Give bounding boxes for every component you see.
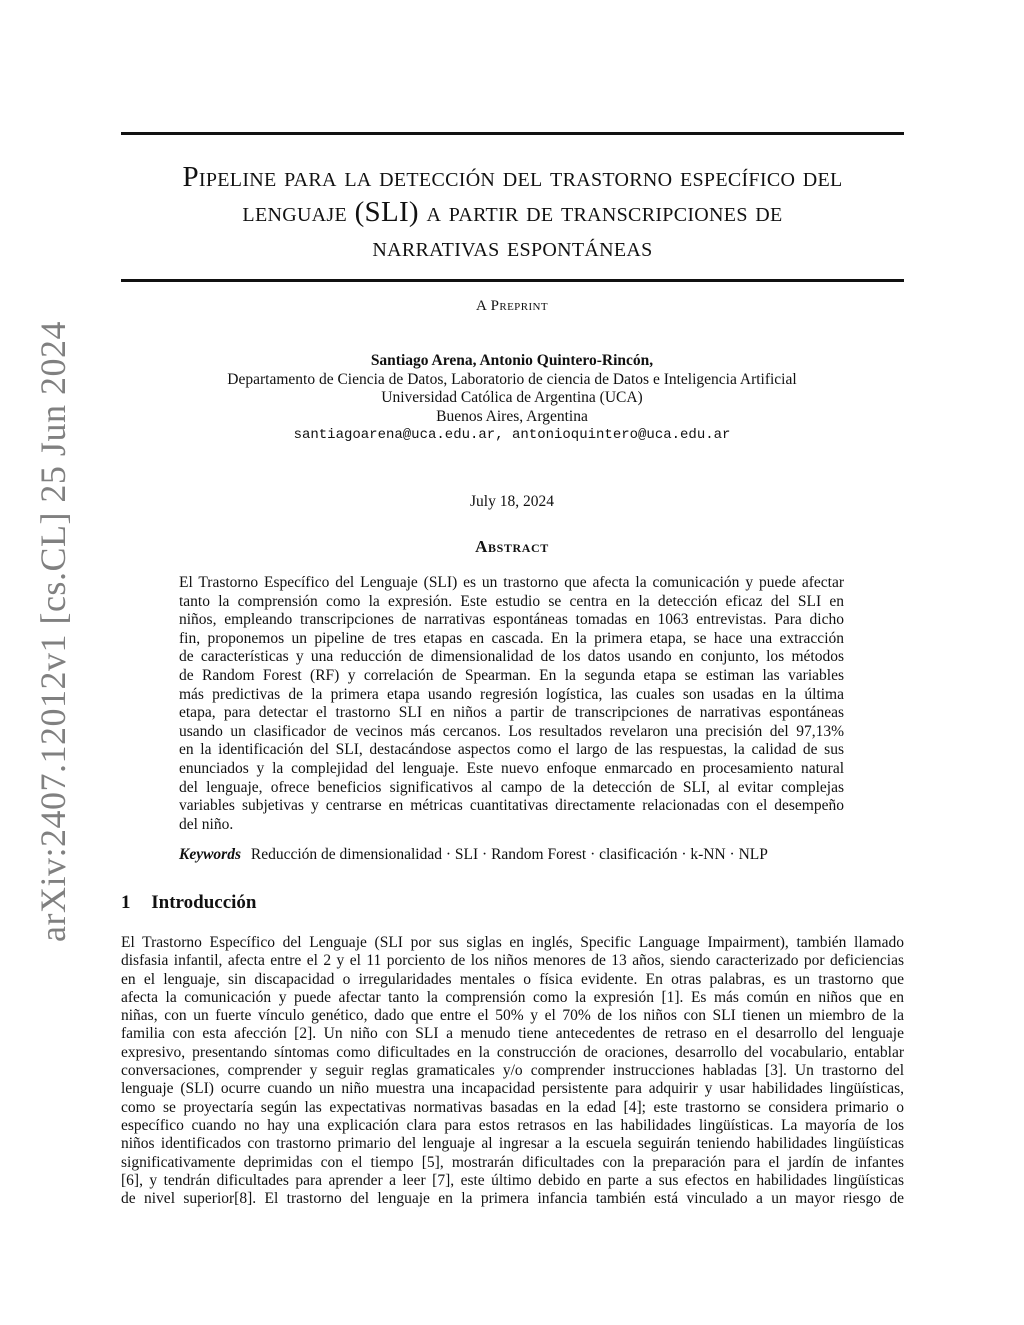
arxiv-stamp: arXiv:2407.12012v1 [cs.CL] 25 Jun 2024 <box>33 321 73 942</box>
abstract-heading: Abstract <box>475 537 549 556</box>
abstract-line: en la identificación del SLI, destacándose aspectos como el largo de las respuestas, la calidad de sus <box>179 741 844 759</box>
abstract-line: El Trastorno Específico del Lenguaje (SLI) es un trastorno que afecta la comunicación y puede afectar <box>179 574 844 591</box>
title-line: Pipeline para la detección del trastorno específico del <box>182 161 843 193</box>
title-line: lenguaje (SLI) a partir de transcripciones de <box>242 196 783 228</box>
abstract-line: niños, empleando transcripciones de narrativas espontáneas tomadas en 1063 entrevistas. Para dicho <box>179 611 844 629</box>
abstract-body <box>179 574 844 834</box>
author-names: Santiago Arena, Antonio Quintero-Rincón, <box>370 352 654 369</box>
author-emails: santiagoarena@uca.edu.ar, antonioquintero@uca.edu.ar <box>293 427 731 443</box>
body-line: [6], y tendrán dificultades para aprender a leer [7], este último debido en parte a sus efectos en habilidades lingüísticas <box>121 1171 904 1189</box>
keywords-text: Reducción de dimensionalidad · SLI · Random Forest · clasificación · k-NN · NLP <box>250 846 768 863</box>
author-location: Buenos Aires, Argentina <box>436 407 588 425</box>
author-university: Universidad Católica de Argentina (UCA) <box>381 389 643 406</box>
body-line: lenguaje (SLI) ocurre cuando un niño muestra una incapacidad persistente para adquirir y usar habilidades lingüísticas, <box>121 1080 904 1098</box>
abstract-line: tanto la comprensión como la expresión. Este estudio se centra en la detección eficaz del SLI en <box>179 592 844 610</box>
body-line: de nivel superior[8]. El trastorno del lenguaje en la primera infancia también está vinculado a un mayor riesgo de <box>121 1190 904 1208</box>
abstract-line: fin, proponemos un pipeline de tres etapas en cascada. En la primera etapa, se hace una extracción <box>179 629 844 647</box>
abstract-line: de características y una reducción de dimensionalidad de los datos usando en conjunto, los métodos <box>179 648 844 666</box>
title-line: narrativas espontáneas <box>372 231 653 263</box>
body-line: como se proyectaría según las expectativas normativas basadas en la edad [4]; este trastorno se considera primario o <box>121 1098 904 1116</box>
keywords-label: Keywords <box>179 846 241 863</box>
author-block <box>0 352 1024 445</box>
body-line: El Trastorno Específico del Lenguaje (SLI por sus siglas en inglés, Specific Language Impairment), también llamado <box>121 934 904 951</box>
abstract-line: etapa, para detectar el trastorno SLI en niños a partir de transcripciones de narrativas espontáneas <box>179 704 844 722</box>
abstract-line: variables subjetivas y centrarse en métricas cuantitativas directamente relacionadas con el desempeño <box>179 797 844 815</box>
body-line: afecta la comunicación y puede afectar tanto la comprensión como la expresión [1]. Es más común en niños que en <box>121 988 904 1006</box>
abstract-line: más predictivas de la primera etapa usando regresión logística, las cuales son usadas en la última <box>179 685 844 703</box>
title-rule-bottom <box>121 279 904 282</box>
abstract-line: usando un clasificador de vecinos más cercanos. Los resultados revelaron una precisión del 97,13% <box>179 722 844 740</box>
body-line: expresivo, presentando síntomas como dificultades en la construcción de oraciones, desarrollo del vocabulario, entablar <box>121 1043 904 1061</box>
body-line: familia con esta afección [2]. Un niño con SLI a menudo tiene antecedentes de retraso en el desarrollo del lenguaje <box>121 1025 904 1043</box>
author-department: Departamento de Ciencia de Datos, Laboratorio de ciencia de Datos e Inteligencia Artificial <box>227 370 797 388</box>
section-heading <box>121 892 256 914</box>
paper-date: July 18, 2024 <box>470 493 554 510</box>
body-line: niñas, con un fuerte vínculo genético, dado que entre el 50% y el 70% de los niños con SLI tienen un miembro de la <box>121 1007 904 1025</box>
section-title: Introducción <box>151 892 257 913</box>
abstract-line: del niño. <box>179 815 234 833</box>
preprint-label: A Preprint <box>476 298 548 314</box>
section-number: 1 <box>121 892 131 913</box>
paper-title <box>121 160 904 265</box>
body-line: conversaciones, comprender y seguir reglas gramaticales y/o comprender instrucciones habladas [3]. Un trastorno del <box>121 1062 904 1080</box>
body-line: en el lenguaje, sin discapacidad o irregularidades mentales o física evidente. En otras palabras, es un trastorno que <box>121 970 904 988</box>
body-line: específico cuando no hay una explicación clara para estos retrasos en las habilidades lingüísticas. La mayoría de los <box>121 1116 904 1134</box>
abstract-line: enunciados y la complejidad del lenguaje. Este nuevo enfoque enmarcado en procesamiento natural <box>179 759 844 777</box>
body-line: niños identificados con trastorno primario del lenguaje al ingresar a la escuela seguirán teniendo habilidades lingüísticas <box>121 1135 904 1153</box>
title-rule-top <box>121 132 904 135</box>
body-line: disfasia infantil, afecta entre el 2 y el 11 porciento de los niños menores de 13 años, siendo caracterizado por deficiencias <box>121 952 904 970</box>
keywords <box>179 846 844 864</box>
body-line: significativamente deprimidas con el tiempo [5], mostrarán dificultades con la preparación para el jardín de infantes <box>121 1153 904 1171</box>
abstract-line: del lenguaje, ofrece beneficios significativos al campo de la detección de SLI, al evitar complejas <box>179 778 844 796</box>
introduction-body <box>121 934 904 1208</box>
abstract-line: de Random Forest (RF) y correlación de Spearman. En la segunda etapa se estiman las variables <box>179 666 844 684</box>
